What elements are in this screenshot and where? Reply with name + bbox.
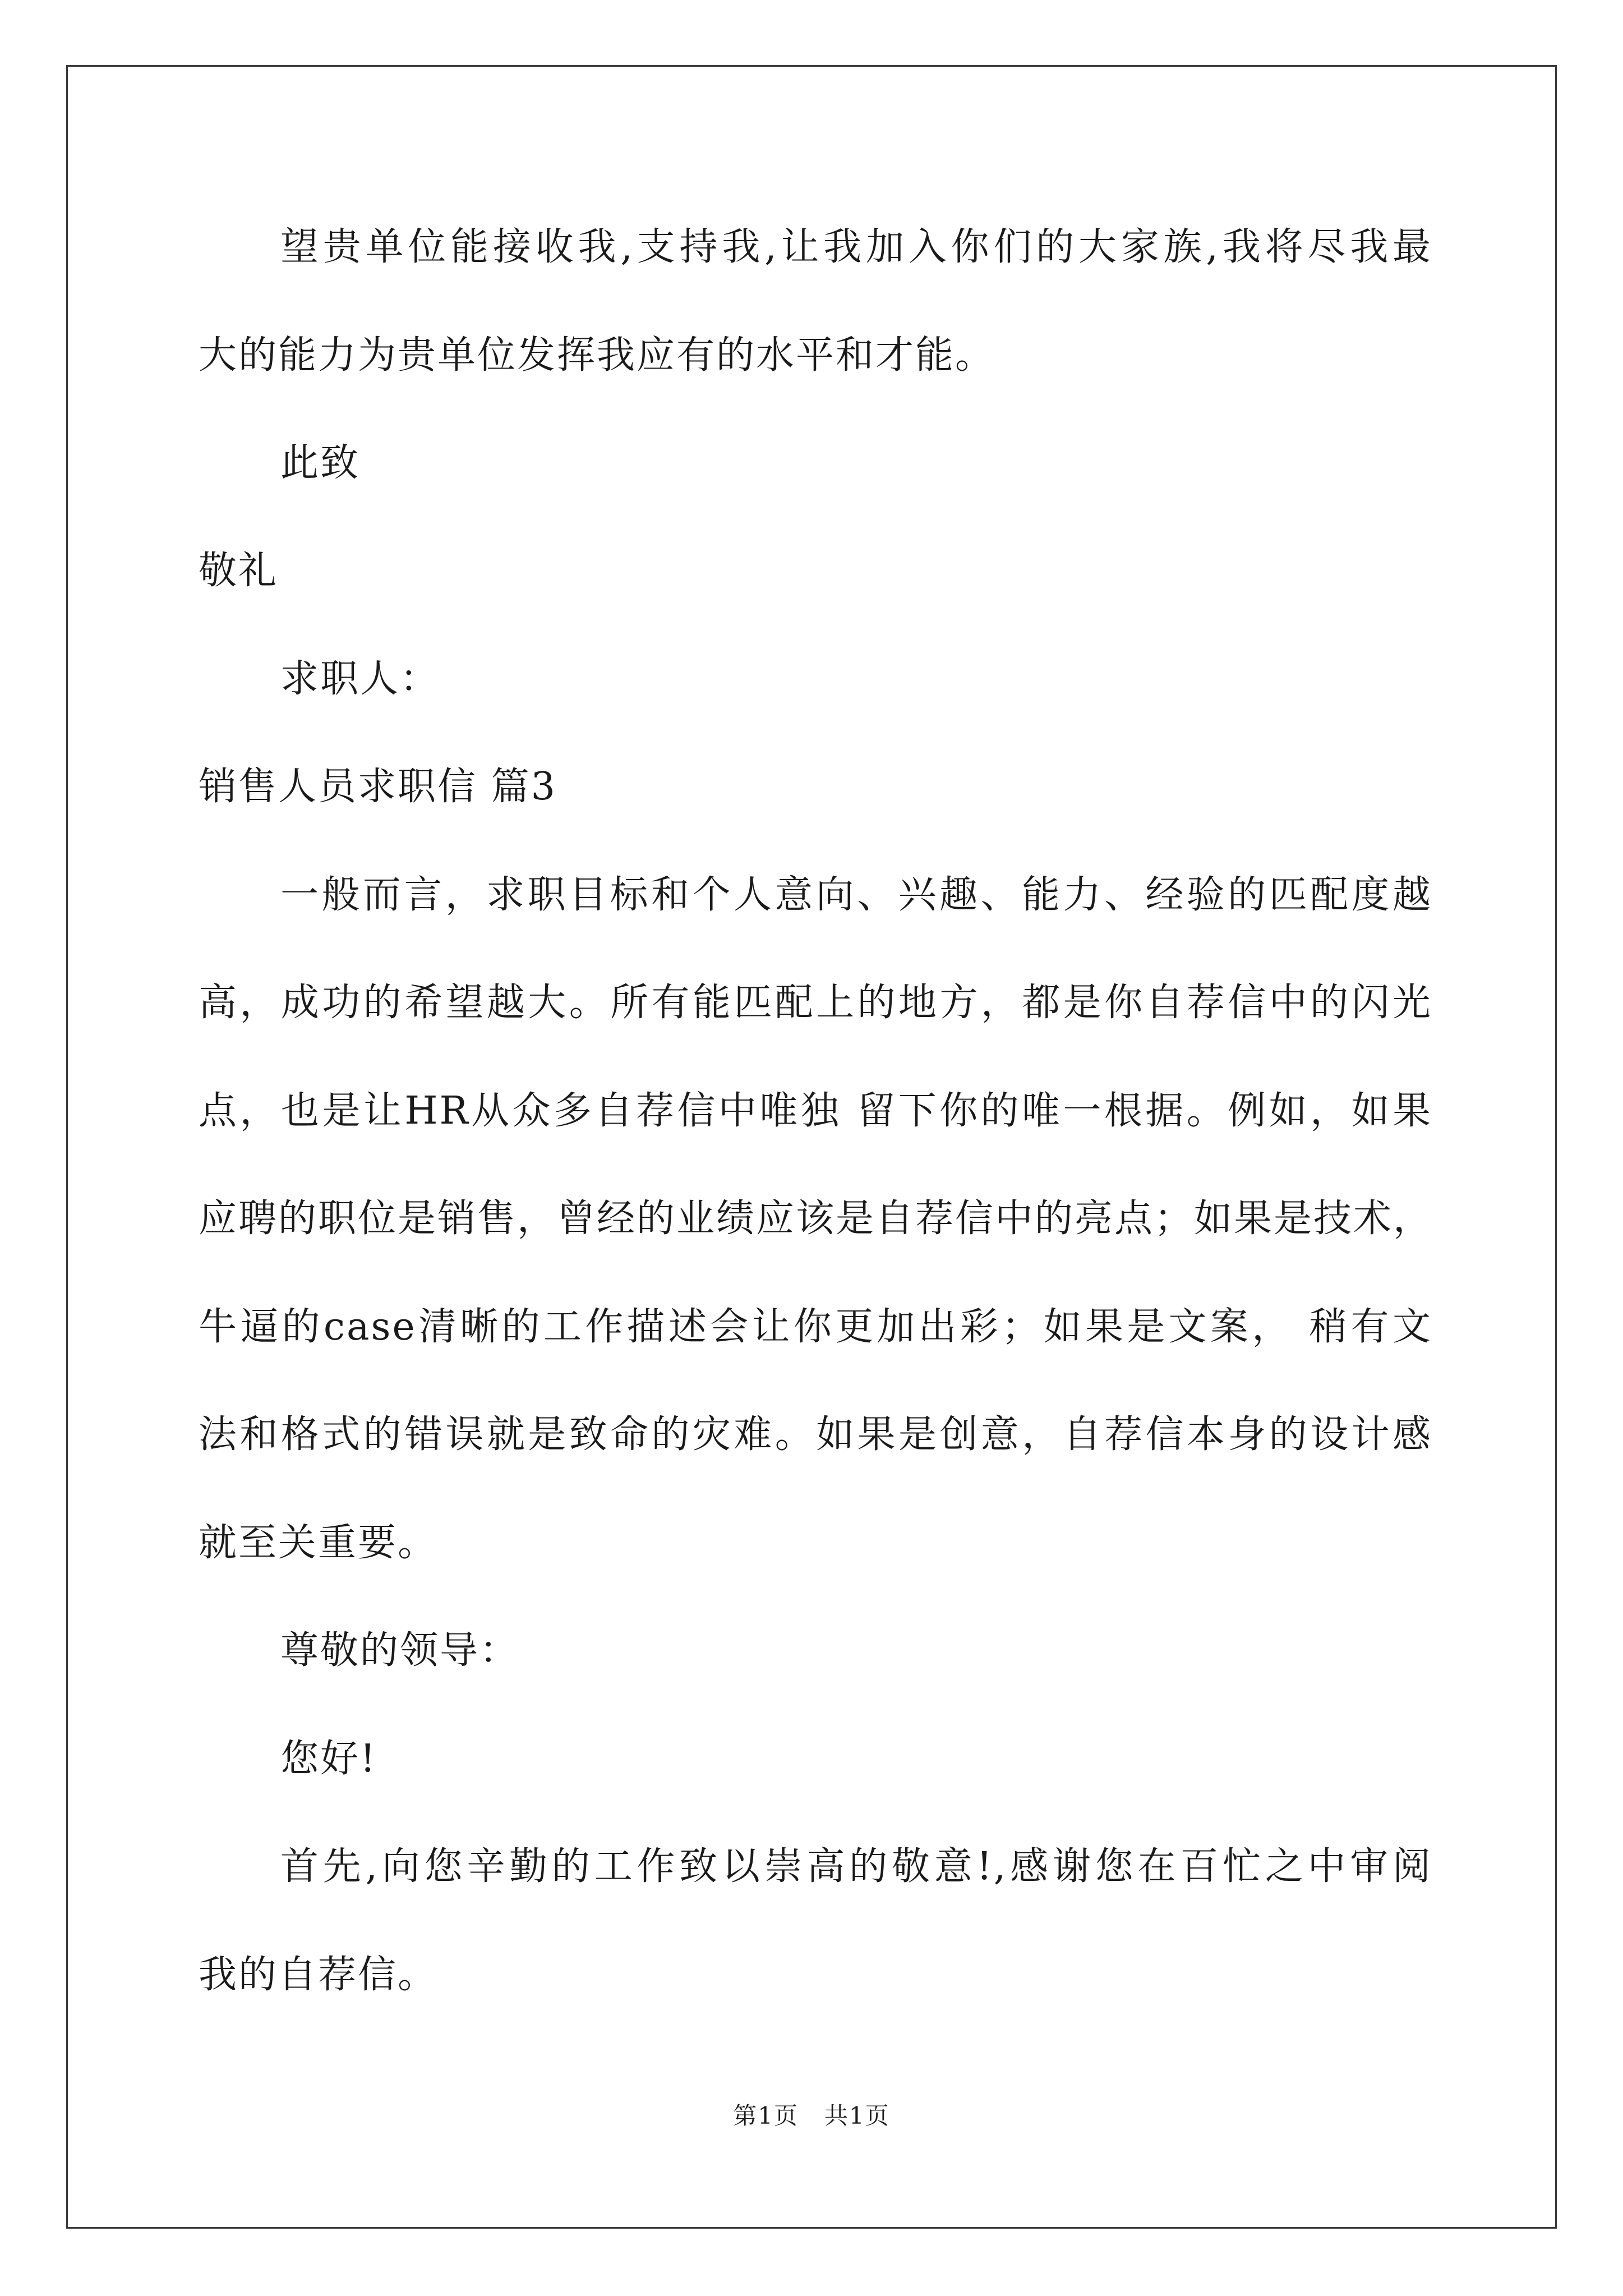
closing-regards: 敬礼 [199, 549, 279, 593]
paragraph-line: 就至关重要。 [199, 1521, 438, 1565]
paragraph-line: 法和格式的错误就是致命的灾难。如果是创意，自荐信本身的设计感 [199, 1412, 1432, 1457]
greeting-heading: 尊敬的领导： [280, 1628, 520, 1673]
page-number-footer: 第1页 共1页 [733, 2102, 890, 2129]
paragraph-line: 首先,向您辛勤的工作致以崇高的敬意!,感谢您在百忙之中审阅 [280, 1844, 1432, 1889]
paragraph-line: 高，成功的希望越大。所有能匹配上的地方，都是你自荐信中的闪光 [199, 981, 1432, 1025]
paragraph-line: 望贵单位能接收我,支持我,让我加入你们的大家族,我将尽我最 [280, 225, 1432, 269]
page-border [66, 65, 1557, 2229]
paragraph-line: 应聘的职位是销售，曾经的业绩应该是自荐信中的亮点；如果是技术， [199, 1197, 1433, 1241]
applicant-signature: 求职人： [280, 657, 440, 701]
paragraph-line: 点，也是让HR从众多自荐信中唯独 留下你的唯一根据。例如，如果 [199, 1089, 1432, 1133]
paragraph-line: 大的能力为贵单位发挥我应有的水平和才能。 [199, 333, 995, 378]
paragraph-line: 牛逼的case清晰的工作描述会让你更加出彩；如果是文案， 稍有文 [199, 1305, 1432, 1349]
closing-salutation: 此致 [280, 441, 361, 485]
greeting-line: 您好! [280, 1737, 377, 1781]
section-heading: 销售人员求职信 篇3 [199, 765, 557, 809]
paragraph-line: 一般而言，求职目标和个人意向、兴趣、能力、经验的匹配度越 [280, 873, 1432, 917]
paragraph-line: 我的自荐信。 [199, 1953, 438, 1997]
